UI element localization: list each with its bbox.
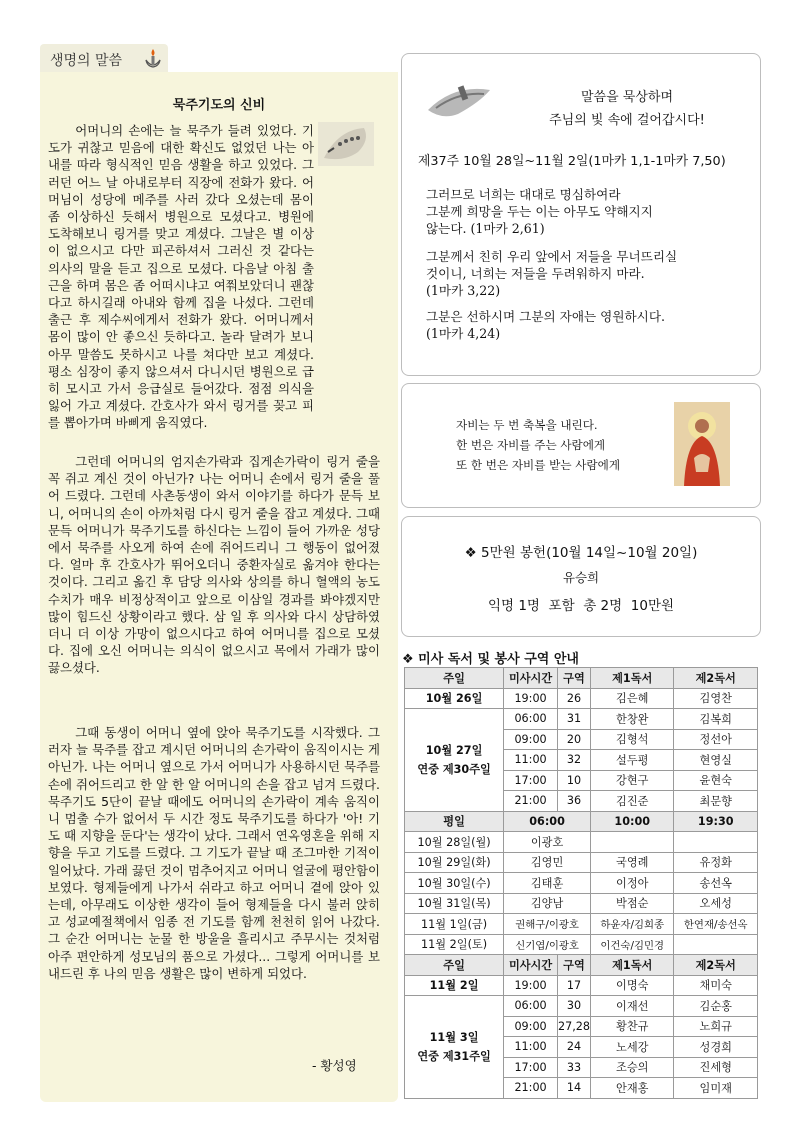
- cell: 17: [557, 975, 590, 996]
- cell: 30: [557, 996, 590, 1017]
- cell: 26: [557, 688, 590, 709]
- date-cell: 11월 2일(토): [405, 934, 504, 955]
- cell: 유정화: [674, 852, 758, 873]
- date-cell: 11월 1일(금): [405, 914, 504, 935]
- cell: 황찬규: [590, 1016, 674, 1037]
- praying-hands-icon: [424, 80, 494, 122]
- table-row: [405, 873, 758, 894]
- cell: 김은혜: [590, 688, 674, 709]
- cell: 06:00: [504, 709, 558, 730]
- header-cell: 제1독서: [590, 955, 674, 976]
- cell: 송선옥: [674, 873, 758, 894]
- meditation-box: [401, 53, 761, 376]
- cell: 32: [557, 750, 590, 771]
- table-row: [405, 668, 758, 689]
- table-row: [405, 893, 758, 914]
- cell: 국영례: [590, 852, 674, 873]
- date-sublabel: 연중 제30주일: [417, 762, 491, 776]
- header-cell: 06:00: [504, 811, 591, 832]
- cell: 27,28: [557, 1016, 590, 1037]
- article-paragraph-2: 그런데 어머니의 엄지손가락과 집게손가락이 링거 줄을 꼭 쥐고 계신 것이 아닌가? 나는 어머니 손에서 링거 줄을 풀어 드렸다. 그런데 사촌동생이 와서 이야기를 하다가 문득 보니, 어머니의 손이 아까처럼 다시 링거 줄을 잡고 계셨다. 그때 문득 어머니가 묵주기도를 하신다는 느낌이 들어 가까운 성당에서 묵주를 사오게 하여 손에 쥐어드리니 그 행동이 없어졌다. 얼마 후 간호사가 뛰어오더니 중환자실로 옮겨야 한다는 것이다. 그리고 옮긴 후 담당 의사와 상의를 하니 혈액의 농도 수치가 매우 비정상적이고 앞으로 이삼일 경과를 봐야겠지만 많이 힘드신 상황이라고 했다. 삼 일 후 의사와 다시 상담하였더니 더 이상 가망이 없으시다고 하여 어머니를 집으로 모셨다. 집에 오신 어머니는 의식이 없으시고 목에서 가래가 많이 끓으셨다.: [48, 454, 380, 676]
- table-row: [405, 914, 758, 935]
- rosary-hands-icon: [318, 122, 374, 166]
- table-row: [405, 975, 758, 996]
- header-cell: 제2독서: [674, 955, 758, 976]
- cell: [674, 934, 758, 955]
- cell: 31: [557, 709, 590, 730]
- header-cell: 제1독서: [590, 668, 674, 689]
- date-label: 10월 27일: [425, 743, 483, 757]
- date-cell: [405, 709, 504, 812]
- cell: 채미숙: [674, 975, 758, 996]
- header-cell: 미사시간: [504, 955, 558, 976]
- cell: 36: [557, 791, 590, 812]
- cell: 21:00: [504, 791, 558, 812]
- cell: 김양남: [504, 893, 591, 914]
- cell: 11:00: [504, 750, 558, 771]
- cell: 19:00: [504, 688, 558, 709]
- cell: 김영찬: [674, 688, 758, 709]
- table-row: [405, 811, 758, 832]
- header-cell: 주일: [405, 668, 504, 689]
- header-cell: 19:30: [674, 811, 758, 832]
- cell: 이광호: [504, 832, 591, 853]
- cell: 성경희: [674, 1037, 758, 1058]
- schedule-table: [404, 667, 758, 1099]
- cell: 19:00: [504, 975, 558, 996]
- header-cell: 제2독서: [674, 668, 758, 689]
- cell: 강현구: [590, 770, 674, 791]
- cell: 노희규: [674, 1016, 758, 1037]
- table-row: [405, 688, 758, 709]
- cell: 하윤자/김희종: [590, 914, 674, 935]
- cell: 이정아: [590, 873, 674, 894]
- cell: 설두평: [590, 750, 674, 771]
- table-row: [405, 934, 758, 955]
- cell: 09:00: [504, 1016, 558, 1037]
- cell: 09:00: [504, 729, 558, 750]
- date-cell: 10월 30일(수): [405, 873, 504, 894]
- date-cell: [405, 996, 504, 1099]
- cell: 김순홍: [674, 996, 758, 1017]
- section-tab: [40, 44, 168, 72]
- date-cell: 10월 31일(목): [405, 893, 504, 914]
- cell: 임미재: [674, 1078, 758, 1099]
- donation-title: ❖ 5만원 봉헌(10월 14일~10월 20일): [464, 545, 698, 561]
- mercy-quote-box: [401, 383, 761, 508]
- cell: 오세성: [674, 893, 758, 914]
- mercy-line-1: 자비는 두 번 축복을 내린다.: [456, 418, 598, 432]
- section-tab-label: 생명의 말씀: [50, 53, 123, 69]
- cell: 김진준: [590, 791, 674, 812]
- article-paragraph-3: 그때 동생이 어머니 옆에 앉아 묵주기도를 시작했다. 그러자 늘 묵주를 잡고 계시던 어머니의 손가락이 움직이시는 게 아닌가. 나는 어머니 옆으로 가서 어머니가 사용하시던 묵주를 손에 쥐어드리고 한 알 한 알 어머니의 손을 잡고 넘겨 드렸다. 묵주기도 5단이 끝날 때에도 어머니의 손가락이 계속 움직이니 멈출 수가 없어서 두 시간 정도 묵주기도를 하다가 '아! 기도 때 지향을 둔다'는 생각이 났다. 그래서 연옥영혼을 위해 지향을 두고 기도를 드렸다. 그 기도가 끝날 때 조그마한 기적이 일어났다. 가래 끓던 것이 멈추어지고 어머니 얼굴에 평안함이 보였다. 형제들에게 나가서 쉬라고 하고 어머니 곁에 앉아 있는데, 아무래도 이상한 생각이 들어 형제들을 다시 불러 앉히고 성교예절책에서 임종 전 기도를 함께 천천히 읽어 나갔다. 그 순간 어머니는 눈물 한 방울을 흘리시고 주무시는 것처럼 아주 편안하게 성모님의 품으로 가셨다... 그렇게 어머니를 보내드린 후 나의 믿음 생활은 많이 변하게 되었다.: [48, 725, 380, 981]
- cell: 김태훈: [504, 873, 591, 894]
- candle-icon: [144, 48, 162, 68]
- cell: 조승의: [590, 1057, 674, 1078]
- meditation-verse-3: 그분은 선하시며 그분의 자애는 영원하시다. (1마카 4,24): [426, 309, 665, 341]
- header-cell: 구역: [557, 955, 590, 976]
- donation-donor: 유승희: [562, 570, 600, 585]
- cell: 24: [557, 1037, 590, 1058]
- table-row: [405, 955, 758, 976]
- header-cell: 미사시간: [504, 668, 558, 689]
- cell: 20: [557, 729, 590, 750]
- cell: 노세강: [590, 1037, 674, 1058]
- date-cell: 11월 2일: [405, 975, 504, 996]
- cell: 김형석: [590, 729, 674, 750]
- cell: 06:00: [504, 996, 558, 1017]
- cell: 33: [557, 1057, 590, 1078]
- cell: 11:00: [504, 1037, 558, 1058]
- cell: 17:00: [504, 1057, 558, 1078]
- table-row: [405, 832, 758, 853]
- cell: 10: [557, 770, 590, 791]
- cell: 진세형: [674, 1057, 758, 1078]
- meditation-heading-1: 말씀을 묵상하며: [580, 90, 674, 105]
- header-cell: 평일: [405, 811, 504, 832]
- cell: 정선아: [674, 729, 758, 750]
- date-cell: 10월 28일(월): [405, 832, 504, 853]
- cell: 이명숙: [590, 975, 674, 996]
- cell: 21:00: [504, 1078, 558, 1099]
- cell: 윤현숙: [674, 770, 758, 791]
- header-cell: 구역: [557, 668, 590, 689]
- cell: 최문향: [674, 791, 758, 812]
- cell: 17:00: [504, 770, 558, 791]
- mercy-line-2: 한 번은 자비를 주는 사람에게: [456, 438, 606, 452]
- meditation-week: 제37주 10월 28일~11월 2일(1마카 1,1-1마카 7,50): [418, 154, 726, 169]
- cell: 한창완: [590, 709, 674, 730]
- donation-box: [401, 516, 761, 637]
- saint-painting-icon: [674, 402, 730, 486]
- donation-summary: 익명 1명 포함 총 2명 10만원: [487, 598, 675, 614]
- article-author: - 황성영: [312, 1058, 357, 1073]
- header-cell: 주일: [405, 955, 504, 976]
- date-cell: 10월 29일(화): [405, 852, 504, 873]
- cell: 한연재/송선옥: [674, 914, 758, 935]
- article-title: 묵주기도의 신비: [172, 98, 266, 113]
- header-cell: 10:00: [590, 811, 674, 832]
- cell: 신기엽/이광호: [504, 934, 591, 955]
- meditation-heading-2: 주님의 빛 속에 걸어갑시다!: [549, 113, 705, 128]
- cell: 권해구/이광호: [504, 914, 591, 935]
- mercy-line-3: 또 한 번은 자비를 받는 사람에게: [456, 458, 621, 472]
- cell: [590, 832, 674, 853]
- date-cell: 10월 26일: [405, 688, 504, 709]
- meditation-verse-2: 그분께서 친히 우리 앞에서 저들을 무너뜨리실 것이니, 너희는 저들을 두려워하지 마라. (1마카 3,22): [426, 249, 678, 298]
- cell: 이재선: [590, 996, 674, 1017]
- date-label: 11월 3일: [429, 1030, 479, 1044]
- table-row: [405, 996, 758, 1017]
- date-sublabel: 연중 제31주일: [417, 1049, 491, 1063]
- schedule-title: ❖ 미사 독서 및 봉사 구역 안내: [402, 652, 579, 667]
- article-paragraph-1: 어머니의 손에는 늘 묵주가 들려 있었다. 기도가 귀찮고 믿음에 대한 확신도 없었던 나는 아내를 따라 형식적인 믿음 생활을 하고 있었다. 그러던 어느 날 아내로부터 직장에 전화가 왔다. 어머님이 성당에 메주를 사러 갔다 오셨는데 몸이 좀 이상하신 듯해서 병원으로 모셨다고. 병원에 도착해보니 링거를 맞고 계셨다. 그날은 별 이상이 없으시고 다만 피곤하셔서 그러신 것 같다는 의사의 말을 듣고 집으로 모셨다. 다음날 아침 출근을 하며 몸은 좀 어떠시냐고 여쭤보았더니 괜찮다고 하시길래 아내와 함께 집을 나섰다. 그런데 출근 후 제수씨에게서 전화가 왔다. 어머니께서 몸이 많이 안 좋으신 듯하다고. 놀라 달려가 보니 아무 말씀도 못하시고 나를 쳐다만 보고 계셨다. 평소 심장이 좋지 않으셔서 다니시던 병원으로 급히 모시고 가서 응급실로 들어갔다. 점점 의식을 잃어 가고 계셨다. 간호사가 와서 링거를 꽂고 피를 뽑아가며 바삐게 움직였다.: [48, 123, 314, 431]
- cell: 안재홍: [590, 1078, 674, 1099]
- cell: 14: [557, 1078, 590, 1099]
- cell: [674, 832, 758, 853]
- table-row: [405, 709, 758, 730]
- cell: 이건숙/김민경: [590, 934, 674, 955]
- table-row: [405, 852, 758, 873]
- meditation-verse-1: 그러므로 너희는 대대로 명심하여라 그분께 희망을 두는 이는 아무도 약해지지 않는다. (1마카 2,61): [426, 187, 653, 236]
- cell: 김영민: [504, 852, 591, 873]
- cell: 박점순: [590, 893, 674, 914]
- cell: 김복희: [674, 709, 758, 730]
- cell: 현영실: [674, 750, 758, 771]
